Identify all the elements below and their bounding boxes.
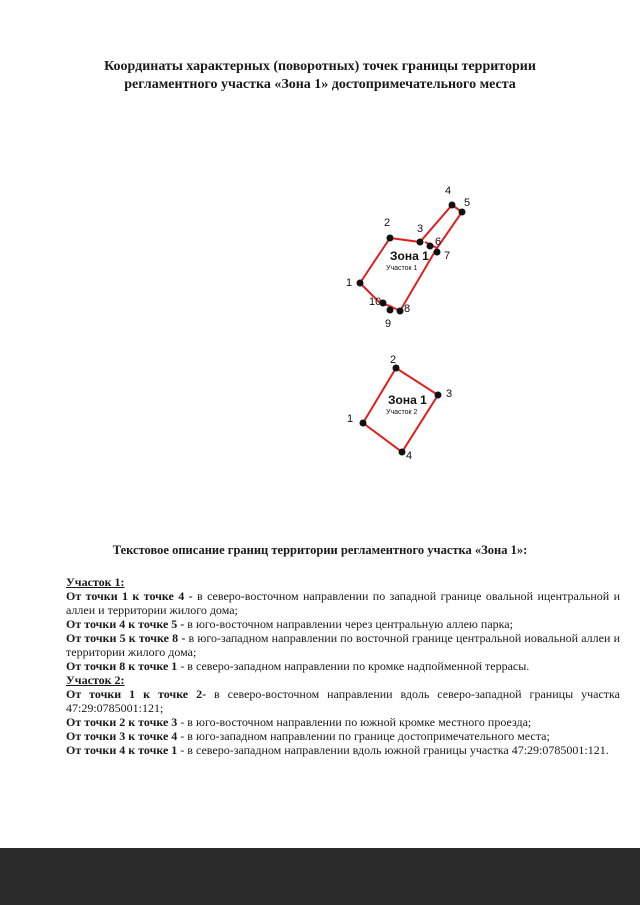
parcel-1-point-1 xyxy=(357,280,364,287)
scan-bottom-edge xyxy=(0,848,640,905)
item-lead: От точки 3 к точке 4 xyxy=(66,729,178,743)
boundary-description xyxy=(66,575,620,757)
item-text: - в северо-западном направлении вдоль южной границы участка 47:29:0785001:121. xyxy=(177,743,609,757)
parcel-1-label-6: 6 xyxy=(435,236,442,248)
parcel-2-label-2: 2 xyxy=(390,354,397,366)
section-2-item-2 xyxy=(66,715,620,729)
parcel-2-sub-label: Участок 2 xyxy=(386,409,418,416)
document-title xyxy=(60,58,580,94)
parcel-2-label-3: 3 xyxy=(446,388,453,400)
section-1-item-4 xyxy=(66,659,620,673)
parcel-1-zone-label: Зона 1 xyxy=(390,249,429,263)
parcel-1-label-4: 4 xyxy=(445,185,452,197)
parcel-1-point-9 xyxy=(387,307,394,314)
section-1-item-2 xyxy=(66,617,620,631)
parcel-1-label-7: 7 xyxy=(444,250,451,262)
parcel-1-point-5 xyxy=(459,209,466,216)
item-lead: От точки 1 к точке 2- xyxy=(66,687,207,701)
parcel-1-label-8: 8 xyxy=(404,303,411,315)
item-text: в северо-восточном направлении вдоль северо-западной границы участка 47:29:0785001:121; xyxy=(66,687,620,715)
parcel-2-label-1: 1 xyxy=(347,413,354,425)
parcel-1-label-1: 1 xyxy=(346,277,353,289)
parcel-1-label-5: 5 xyxy=(464,197,471,209)
title-line-2: регламентного участка «Зона 1» достопримечательного места xyxy=(124,77,516,92)
section-2-item-4 xyxy=(66,743,620,757)
parcel-diagram xyxy=(0,170,640,470)
item-lead: От точки 4 к точке 5 - xyxy=(66,617,185,631)
section-1-item-1 xyxy=(66,589,620,617)
section-2-item-1 xyxy=(66,687,620,715)
parcel-2 xyxy=(347,354,452,462)
item-lead: От точки 8 к точке 1 xyxy=(66,659,178,673)
description-title: Текстовое описание границ территории регламентного участка «Зона 1»: xyxy=(112,543,528,557)
parcel-2-point-1 xyxy=(360,420,367,427)
section-1-item-3 xyxy=(66,631,620,659)
item-text: в юго-западном направлении по восточной границе центральной иовальной аллеи и территории жилого дома; xyxy=(66,631,621,659)
parcel-2-label-4: 4 xyxy=(406,450,413,462)
parcel-1-label-10: 10 xyxy=(369,296,382,308)
parcel-1 xyxy=(346,185,470,330)
item-text: - в северо-западном направлении по кромке надпойменной террасы. xyxy=(177,659,530,673)
parcel-1-label-3: 3 xyxy=(417,223,424,235)
parcel-1-label-9: 9 xyxy=(385,318,392,330)
section-1-heading: Участок 1: xyxy=(66,575,125,589)
parcel-2-point-3 xyxy=(435,392,442,399)
parcel-2-zone-label: Зона 1 xyxy=(388,393,427,407)
item-text: - в юго-восточном направлении по южной кромке местного проезда; xyxy=(177,715,532,729)
item-lead: От точки 2 к точке 3 xyxy=(66,715,178,729)
item-text: - в юго-западном направлении по границе достопримечательного места; xyxy=(177,729,550,743)
parcel-1-point-4 xyxy=(449,202,456,209)
parcel-1-point-2 xyxy=(387,235,394,242)
parcel-1-point-8 xyxy=(397,308,404,315)
section-2-item-3 xyxy=(66,729,620,743)
parcel-1-point-7 xyxy=(434,249,441,256)
parcel-1-sub-label: Участок 1 xyxy=(386,265,418,272)
title-line-1: Координаты характерных (поворотных) точек границы территории xyxy=(104,59,536,74)
parcel-1-point-3 xyxy=(417,239,424,246)
item-text: в юго-восточном направлении через центральную аллею парка; xyxy=(184,617,513,631)
item-text: в северо-восточном направлении по западной границе овальной ицентральной и аллеи и территории жилого дома; xyxy=(66,589,621,617)
section-2-heading: Участок 2: xyxy=(66,673,125,687)
parcel-1-label-2: 2 xyxy=(384,217,391,229)
item-lead: От точки 1 к точке 4 - xyxy=(66,589,193,603)
item-lead: От точки 5 к точке 8 - xyxy=(66,631,186,645)
item-lead: От точки 4 к точке 1 xyxy=(66,743,178,757)
parcel-2-point-4 xyxy=(399,449,406,456)
